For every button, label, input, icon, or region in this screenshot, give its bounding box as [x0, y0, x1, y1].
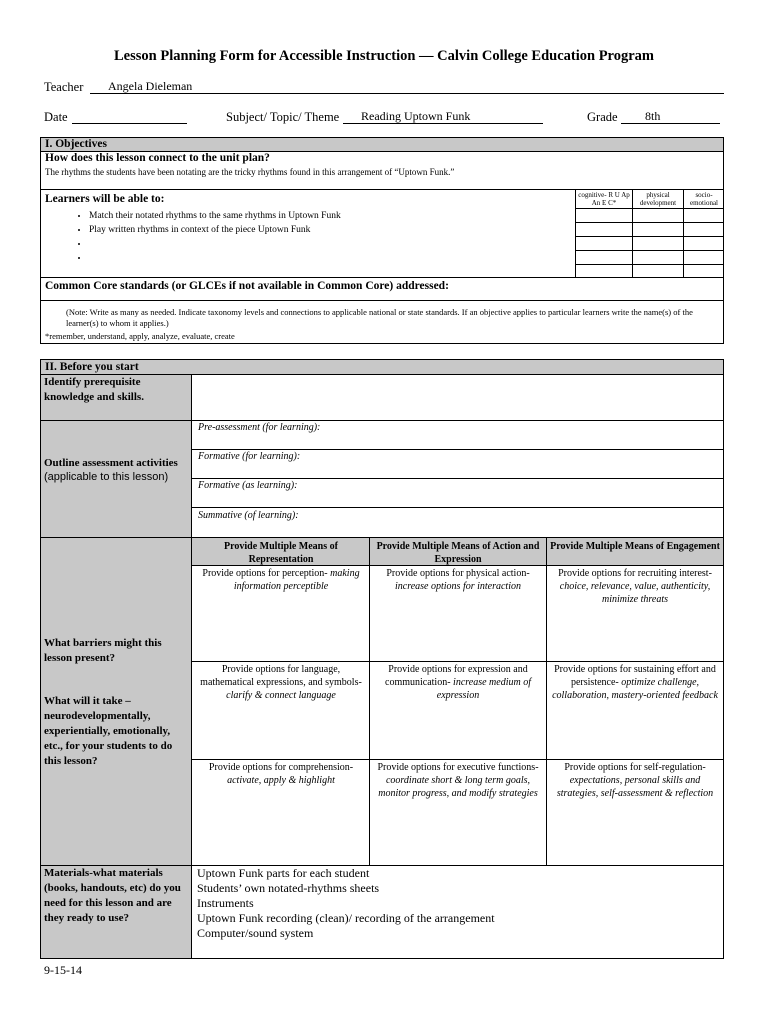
objective-item[interactable]: • Match their notated rhythms to the same rhythms in Uptown Funk [89, 209, 563, 223]
summative-field[interactable]: Summative (of learning): [198, 510, 299, 521]
assessment-sub: (applicable to this lesson) [44, 471, 169, 483]
udl-cell[interactable]: Provide options for language, mathematical expressions, and symbols- clarify & connect language [200, 664, 362, 701]
grade-value: 8th [645, 109, 661, 123]
teacher-field[interactable] [90, 79, 724, 94]
prereq-label: Identify prerequisite knowledge and skills. [44, 376, 144, 403]
udl-cell[interactable]: Provide options for comprehension- activate, apply & highlight [208, 762, 354, 786]
pre-assessment-field[interactable]: Pre-assessment (for learning): [198, 422, 321, 433]
udl-cell[interactable]: Provide options for perception- making information perceptible [202, 568, 360, 592]
objective-item[interactable] [89, 251, 563, 265]
grade-field[interactable] [621, 109, 720, 124]
udl-cell[interactable]: Provide options for recruiting interest- choice, relevance, value, authenticity, minimize threats [558, 568, 712, 605]
objective-item[interactable] [89, 237, 563, 251]
date-label: Date [44, 110, 68, 124]
materials-item: Instruments [197, 896, 254, 910]
objectives-list [63, 209, 563, 265]
udl-cell[interactable]: Provide options for executive functions- coordinate short & long term goals, monitor progress, and modify strategies [377, 762, 539, 799]
udl-header-representation: Provide Multiple Means of Representation [224, 541, 338, 565]
objectives-header: I. Objectives [41, 138, 723, 151]
subject-value: Reading Uptown Funk [361, 109, 471, 123]
barriers-label: What barriers might this lesson present? [44, 637, 162, 664]
teacher-value: Angela Dieleman [108, 79, 193, 93]
udl-cell[interactable]: Provide options for sustaining effort and persistence- optimize challenge, collaboration, mastery-oriented feedback [552, 664, 718, 701]
page-title: Lesson Planning Form for Accessible Instruction — Calvin College Education Program [114, 48, 654, 64]
subject-field[interactable] [343, 109, 543, 124]
what-it-takes-label: What will it take – neurodevelopmentally, experientially, emotionally, etc., for your students to do this lesson? [44, 695, 173, 767]
teacher-label: Teacher [44, 80, 84, 94]
standards-note: (Note: Write as many as needed. Indicate taxonomy levels and connections to applicable national or state standards. If an objective applies to particular learners write the name(s) of the learner(s) to whom it applies.) [66, 307, 693, 328]
unit-question: How does this lesson connect to the unit plan? [45, 152, 270, 164]
materials-label: Materials-what materials (books, handouts, etc) do you need for this lesson and are they ready to use? [44, 867, 181, 924]
col-header-cognitive: cognitive- R U Ap An E C* [578, 191, 630, 207]
formative-for-field[interactable]: Formative (for learning): [198, 451, 301, 462]
date-field[interactable] [72, 109, 187, 124]
formative-as-field[interactable]: Formative (as learning): [198, 480, 298, 491]
materials-item: Students’ own notated-rhythms sheets [197, 881, 380, 895]
udl-header-engagement: Provide Multiple Means of Engagement [550, 541, 720, 552]
materials-item: Uptown Funk recording (clean)/ recording of the arrangement [197, 911, 495, 925]
subject-label: Subject/ Topic/ Theme [226, 110, 340, 124]
prereq-field[interactable] [192, 375, 723, 420]
objective-item[interactable]: • Play written rhythms in context of the piece Uptown Funk [89, 223, 563, 237]
udl-cell[interactable]: Provide options for physical action- increase options for interaction [386, 568, 530, 592]
before-header: II. Before you start [41, 360, 723, 374]
assessment-label-group [44, 456, 190, 483]
col-header-socio: socio-emotional [690, 191, 718, 207]
udl-cell[interactable]: Provide options for self-regulation- expectations, personal skills and strategies, self-assessment & reflection [556, 762, 714, 799]
grade-label: Grade [587, 110, 618, 124]
col-header-physical: physical development [639, 191, 677, 207]
learners-heading: Learners will be able to: [45, 193, 165, 205]
udl-cell[interactable]: Provide options for expression and communication- increase medium of expression [385, 664, 531, 701]
materials-item: Computer/sound system [197, 926, 314, 940]
udl-header-action: Provide Multiple Means of Action and Expression [376, 541, 540, 565]
assessment-label: Outline assessment activities [44, 457, 178, 469]
taxonomy-note: *remember, understand, apply, analyze, evaluate, create [45, 331, 235, 341]
unit-answer[interactable]: The rhythms the students have been notating are the tricky rhythms found in this arrangement of “Uptown Funk.” [45, 167, 455, 177]
standards-heading: Common Core standards (or GLCEs if not available in Common Core) addressed: [45, 280, 449, 292]
materials-item: Uptown Funk parts for each student [197, 866, 370, 880]
materials-list[interactable] [197, 866, 717, 941]
footer-date: 9-15-14 [44, 963, 82, 977]
